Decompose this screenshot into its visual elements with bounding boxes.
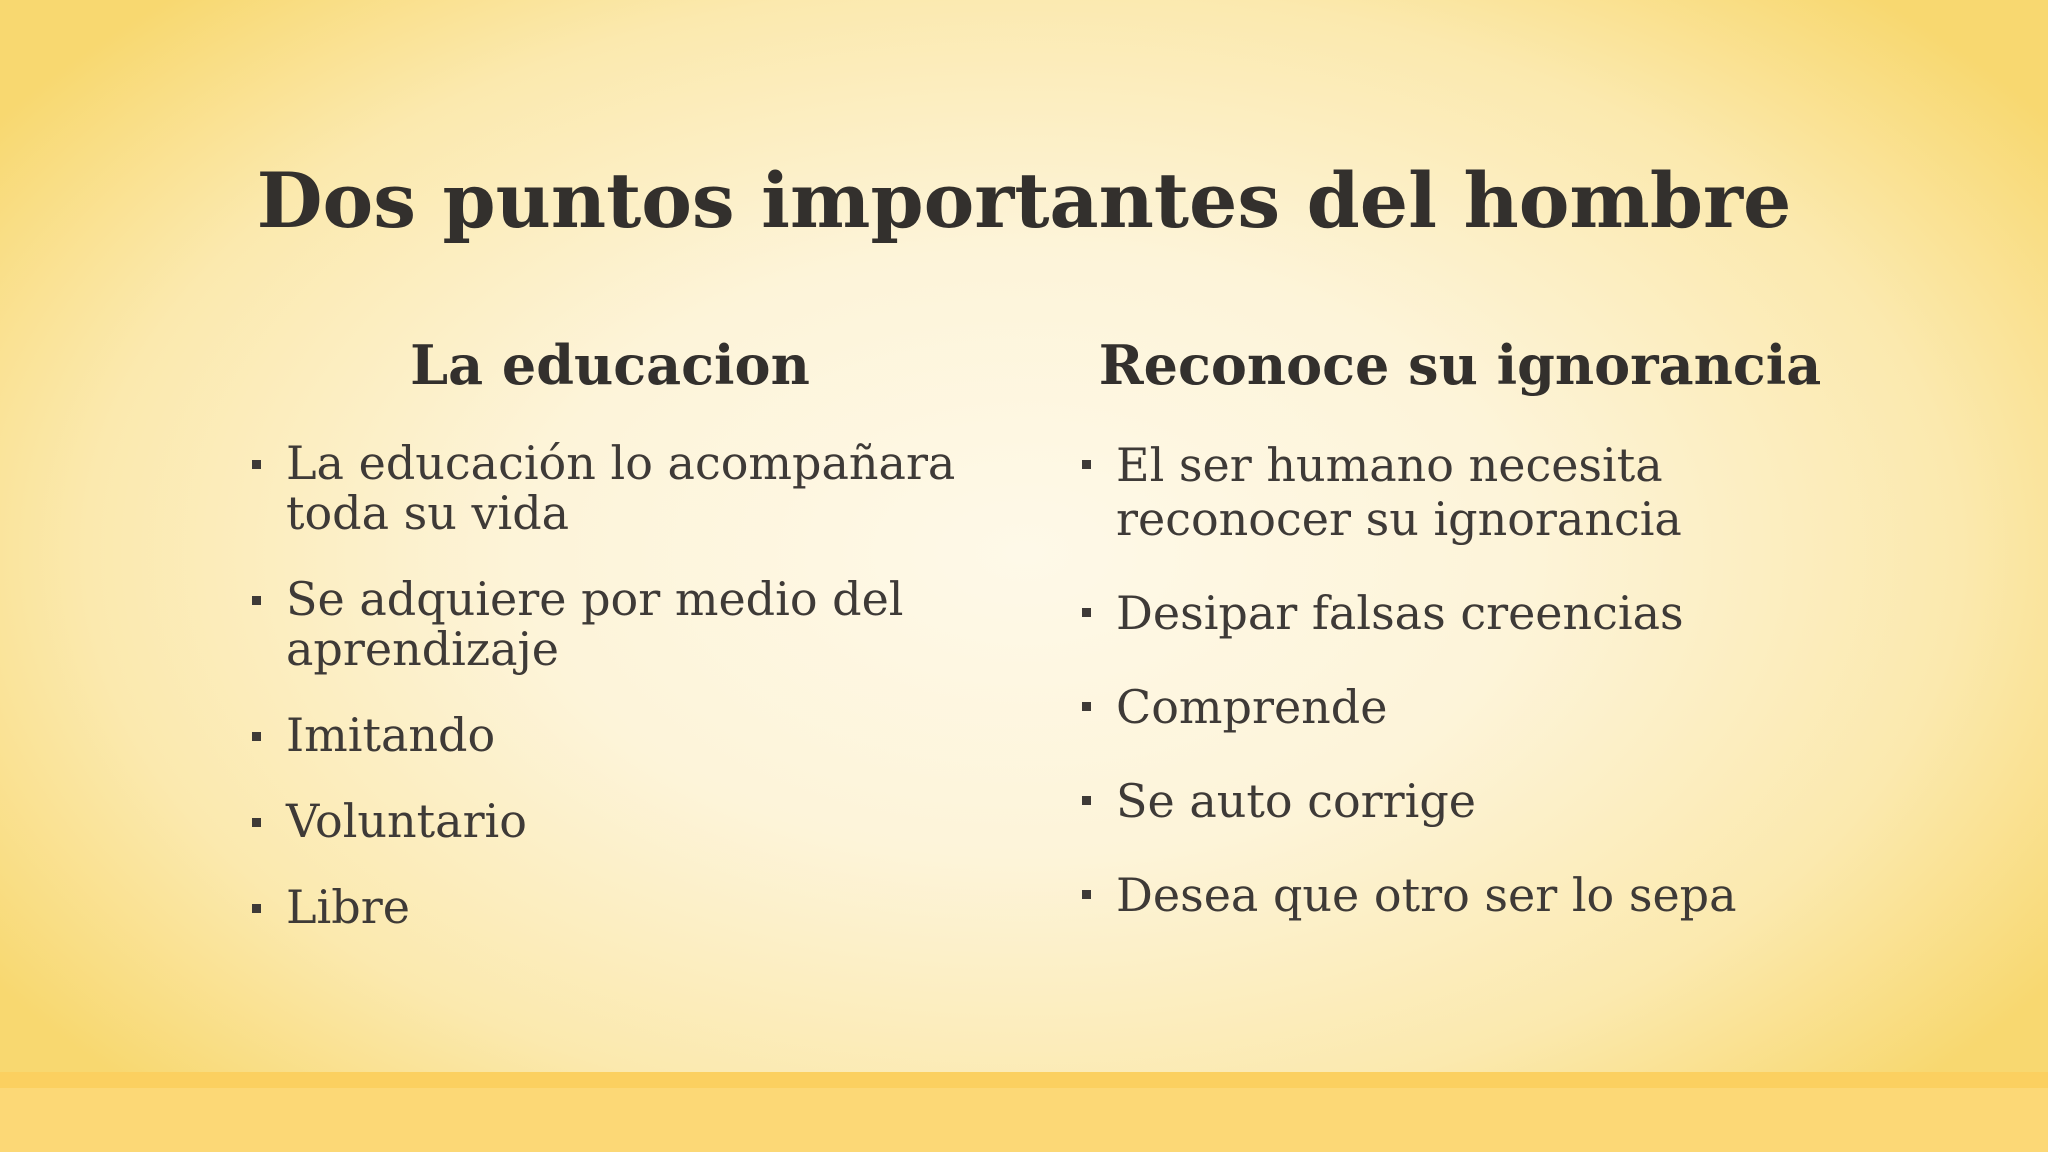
list-item-text: Imitando bbox=[286, 708, 496, 763]
left-bullet-list bbox=[240, 436, 980, 935]
list-item-text: La educación lo acompañara toda su vida bbox=[286, 436, 956, 541]
list-item bbox=[240, 708, 980, 763]
list-item bbox=[240, 572, 980, 677]
footer-band bbox=[0, 1088, 2048, 1152]
list-item bbox=[240, 880, 980, 935]
list-item-text: Desipar falsas creencias bbox=[1116, 586, 1684, 641]
right-bullet-list bbox=[1070, 438, 1850, 922]
square-bullet-icon bbox=[252, 596, 261, 605]
list-item bbox=[1070, 680, 1850, 734]
square-bullet-icon bbox=[252, 904, 261, 913]
list-item bbox=[240, 794, 980, 849]
list-item bbox=[1070, 438, 1850, 546]
square-bullet-icon bbox=[1082, 796, 1091, 805]
left-column bbox=[240, 330, 980, 968]
square-bullet-icon bbox=[1082, 890, 1091, 899]
right-column-heading: Reconoce su ignorancia bbox=[1098, 333, 1822, 397]
square-bullet-icon bbox=[252, 460, 261, 469]
right-column bbox=[1070, 330, 1850, 962]
list-item-text: Se adquiere por medio del aprendizaje bbox=[286, 572, 904, 677]
left-column-heading: La educacion bbox=[410, 333, 810, 397]
list-item-text: Se auto corrige bbox=[1116, 774, 1477, 829]
footer-accent-line bbox=[0, 1072, 2048, 1088]
list-item bbox=[1070, 586, 1850, 640]
list-item bbox=[1070, 868, 1850, 922]
list-item bbox=[1070, 774, 1850, 828]
square-bullet-icon bbox=[1082, 608, 1091, 617]
list-item-text: El ser humano necesita reconocer su ignorancia bbox=[1116, 438, 1682, 547]
square-bullet-icon bbox=[252, 818, 261, 827]
square-bullet-icon bbox=[1082, 702, 1091, 711]
list-item-text: Comprende bbox=[1116, 680, 1388, 735]
list-item-text: Desea que otro ser lo sepa bbox=[1116, 868, 1737, 923]
list-item bbox=[240, 436, 980, 541]
square-bullet-icon bbox=[1082, 460, 1091, 469]
list-item-text: Libre bbox=[286, 880, 410, 935]
list-item-text: Voluntario bbox=[286, 794, 527, 849]
square-bullet-icon bbox=[252, 732, 261, 741]
slide-title: Dos puntos importantes del hombre bbox=[256, 155, 1792, 245]
